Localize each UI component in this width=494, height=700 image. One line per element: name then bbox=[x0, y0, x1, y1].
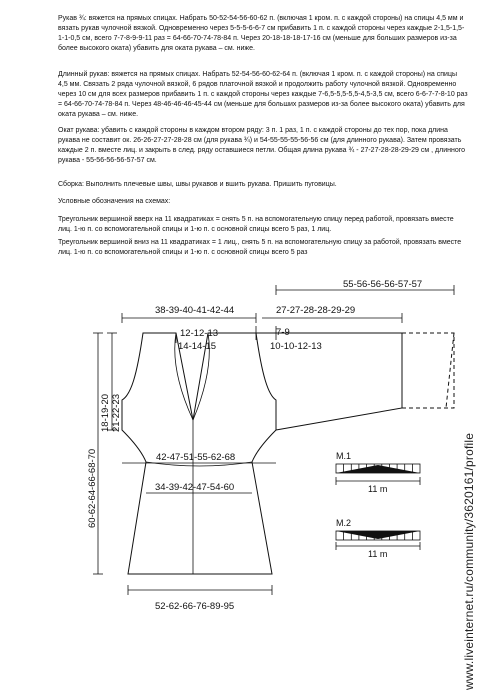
dim-total-length: 60-62-64-66-68-70 bbox=[87, 448, 98, 528]
triangle-down-icon bbox=[336, 531, 420, 539]
dim-armhole-a: 18-19-20 bbox=[100, 393, 111, 432]
chart-m1-grid bbox=[336, 464, 420, 473]
triangle-up-icon bbox=[336, 465, 420, 473]
watermark-url: www.liveinternet.ru/community/3620161/profile bbox=[462, 432, 476, 690]
dim-neck-depth: 14-14-15 bbox=[178, 341, 217, 352]
paragraph-legend-triangle-up: Треугольник вершиной вверх на 11 квадратиках = снять 5 п. на вспомогательную спицу перед работой, провязать вместе лиц. 1-ю п. со вспомогательной спицы и 1-ю п. с основной спицы всего 5 раз, 1 лиц. bbox=[58, 216, 454, 233]
dim-sleeve-34: 27-27-28-28-29-29 bbox=[276, 305, 356, 316]
chart-m2-width: 11 m bbox=[368, 549, 388, 559]
chart-m1-label: M.1 bbox=[336, 451, 352, 461]
dim-waist: 34-39-42-47-54-60 bbox=[155, 482, 235, 493]
dim-bust: 42-47-51-55-62-68 bbox=[156, 452, 236, 463]
paragraph-legend-title: Условные обозначения на схемах: bbox=[58, 198, 171, 205]
dim-hem: 52-62-66-76-89-95 bbox=[155, 601, 235, 612]
sleeve-long-extension bbox=[402, 333, 454, 408]
paragraph-legend-triangle-down: Треугольник вершиной вниз на 11 квадратиках = 1 лиц., снять 5 п. на вспомогательную спицу за работой, провязать вместе лиц. 1-ю п. со вспомогательной спицы и 1-ю п. с основной спицы всего 5 раз bbox=[58, 239, 462, 256]
sleeve-long-end bbox=[446, 333, 454, 408]
dim-armhole-b: 21-22-23 bbox=[111, 393, 122, 432]
chart-m2-label: M.2 bbox=[336, 518, 352, 528]
paragraph-long-sleeve: Длинный рукав: вяжется на прямых спицах. Набрать 52-54-56-60-62-64 п. (включая 1 кром. п. с каждой стороны) на спицы 4,5 мм. Связать 2 ряда чулочной вязкой, 6 рядов платочной вязкой и продолжить работу чулочной вязкой. Одновременно через 10 см для всех размеров прибавить 1 п. с каждой стороны через каждые 7-6,5-5,5-5,5-4,5-3,5 см, всего 6-6-7-7-8-10 раз = 64-66-70-74-78-84 п. Через 48-46-46-46-45-44 см (меньше для больших размеров из-за более высокого оката) убавить для оката рукава – см. ниже. bbox=[58, 71, 468, 118]
dim-sleeve-top: 7-9 bbox=[276, 327, 290, 338]
dim-sleeve-top-2: 10-10-12-13 bbox=[270, 341, 322, 352]
chart-m1-width: 11 m bbox=[368, 484, 388, 494]
paragraph-sleeve-cap: Окат рукава: убавить с каждой стороны в каждом втором ряду: 3 п. 1 раз, 1 п. с каждой стороны до тех пор, пока длина рукава не составит ок. 26-26-27-27-28-28 см (для рукава ¾) и 54-55-55-55-56-56 см (для длинного рукава). Затем провязать каждые 2 п. вместе лиц. и закрыть в след. ряду оставшиеся петли. Общая длина рукава ¾ - 27-27-28-28-29-29 см , длинного рукава - 55-56-56-56-57-57 см. bbox=[58, 127, 466, 164]
dim-sleeve-long: 55-56-56-56-57-57 bbox=[343, 279, 423, 290]
chart-m2-grid bbox=[336, 531, 420, 540]
paragraph-sleeve-34: Рукав ¾: вяжется на прямых спицах. Набрать 50-52-54-56-60-62 п. (включая 1 кром. п. с каждой стороны) на спицы 4,5 мм и вязать рукав чулочной вязкой. Одновременно через 5-5-5-6-6-7 см прибавить 1 п. с каждой стороны через каждые 2-1,5-1,5-1-1-0,5 см, всего 7-7-8-9-9-11 раз = 64-66-70-74-78-84 п. Через 20-18-18-18-17-16 см (меньше для больших размеров из-за более высокого оката) убавить для оката рукава – см. ниже. bbox=[58, 15, 465, 52]
dim-neck-width: 12-12-13 bbox=[180, 328, 219, 339]
dim-shoulder-width: 38-39-40-41-42-44 bbox=[155, 305, 235, 316]
paragraph-assembly: Сборка: Выполнить плечевые швы, швы рукавов и вшить рукава. Пришить пуговицы. bbox=[58, 181, 337, 188]
